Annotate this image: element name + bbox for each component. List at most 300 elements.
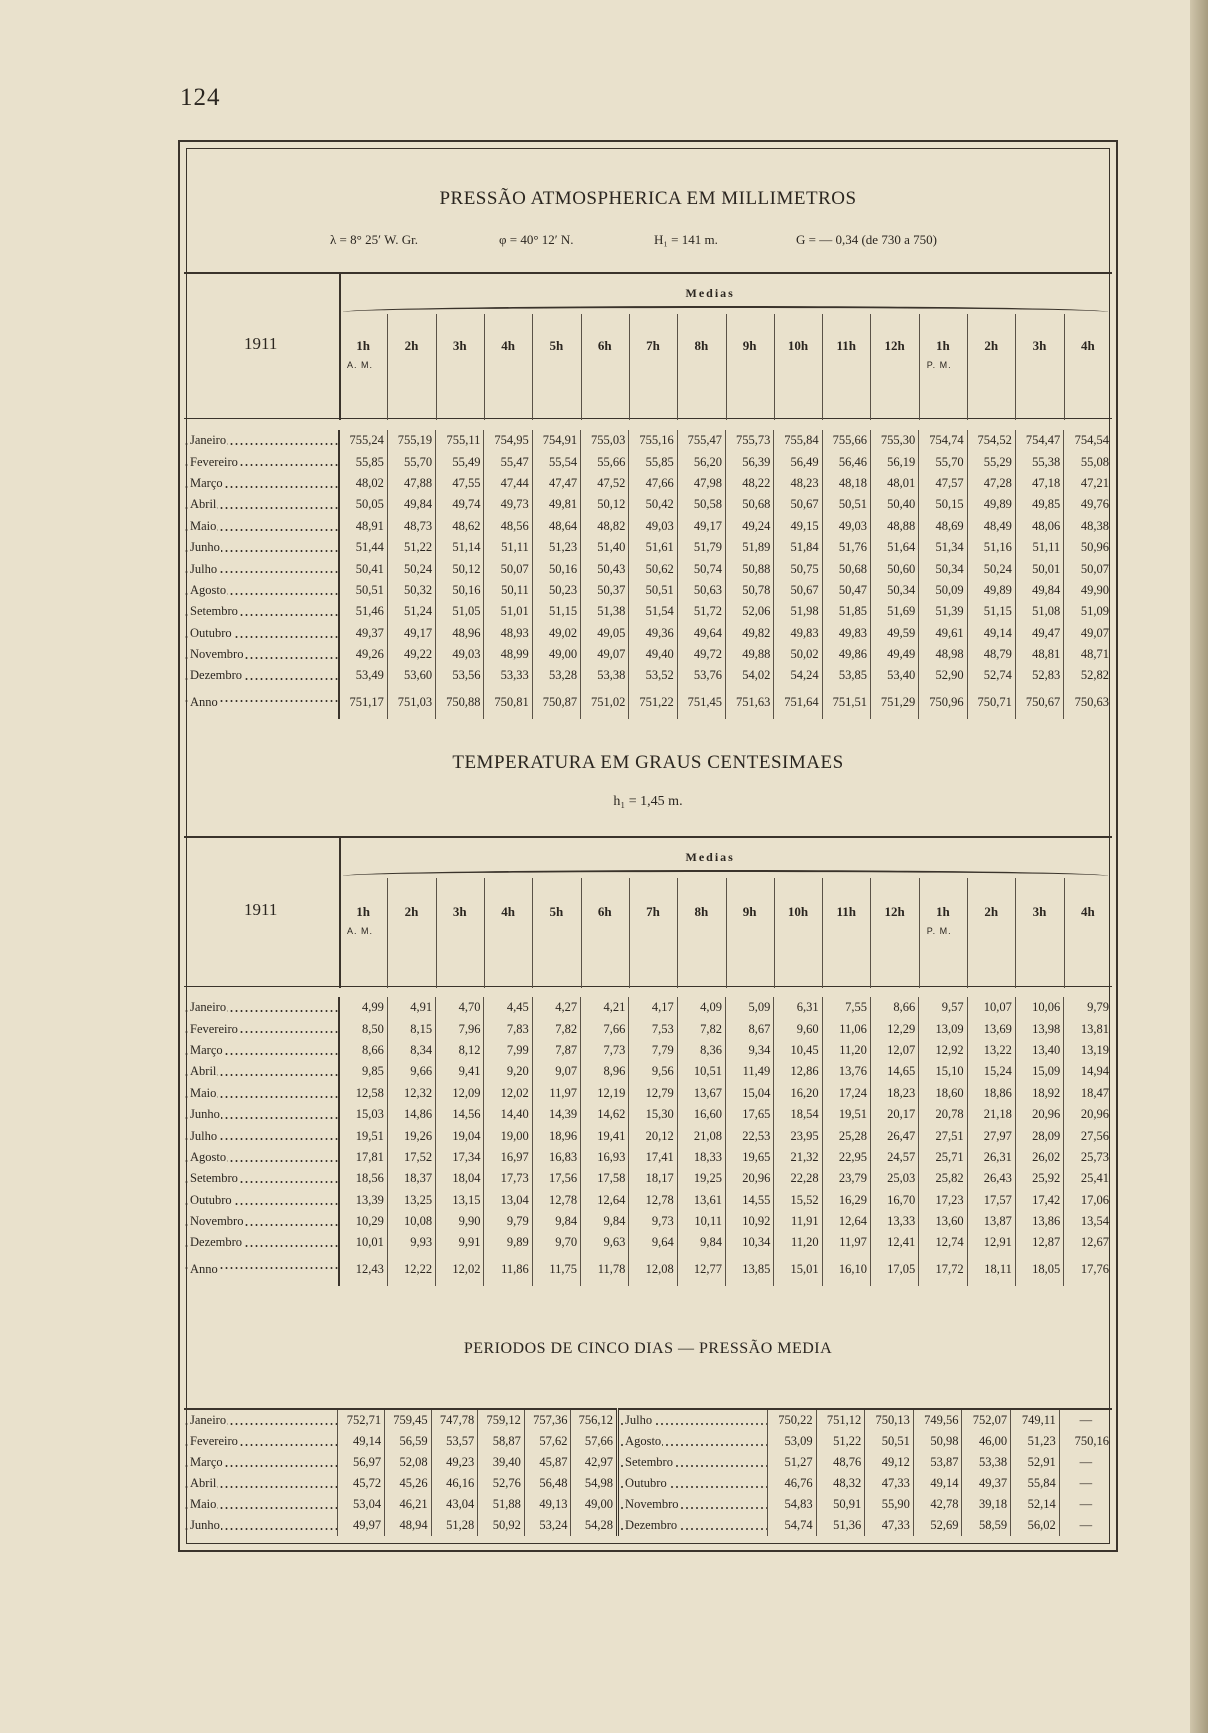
value-cell: 55,29 <box>967 451 1015 472</box>
hour-header: 11h <box>836 338 857 353</box>
hour-header: 8h <box>694 904 709 919</box>
value-cell: 751,64 <box>774 687 822 719</box>
value-cell: 13,04 <box>484 1190 532 1211</box>
value-cell: 751,51 <box>822 687 870 719</box>
period-month-label <box>184 1409 338 1431</box>
value-cell: 9,60 <box>774 1018 822 1039</box>
value-cell: 49,85 <box>1015 494 1063 515</box>
hour-divider <box>726 314 727 420</box>
hour-divider <box>677 314 678 420</box>
value-cell: 750,88 <box>436 687 484 719</box>
row-label-text: Junho <box>190 1107 220 1122</box>
value-cell: 50,96 <box>1064 537 1112 558</box>
value-cell: 21,18 <box>967 1104 1015 1125</box>
value-cell: 49,84 <box>387 494 435 515</box>
value-cell: 17,42 <box>1015 1190 1063 1211</box>
hour-divider <box>629 314 630 420</box>
value-cell: 4,45 <box>484 997 532 1018</box>
period-month-label <box>184 1452 338 1473</box>
value-cell: 48,99 <box>484 644 532 665</box>
table-row <box>184 623 1112 644</box>
period-value: 750,13 <box>865 1409 914 1431</box>
value-cell: 50,58 <box>677 494 725 515</box>
value-cell: 52,83 <box>1015 665 1063 686</box>
table-row <box>184 1061 1112 1082</box>
period-row <box>184 1452 1112 1473</box>
hour-header: 10h <box>787 904 809 919</box>
value-cell: 14,55 <box>726 1190 774 1211</box>
period-value: 56,48 <box>524 1473 571 1494</box>
value-cell: 9,34 <box>726 1040 774 1061</box>
period-value: 50,98 <box>913 1431 962 1452</box>
row-label <box>184 558 339 579</box>
value-cell: 20,17 <box>870 1104 918 1125</box>
period-value: 47,33 <box>865 1515 914 1536</box>
value-cell: 25,41 <box>1064 1168 1112 1189</box>
period-value: 750,16 <box>1059 1431 1112 1452</box>
table-row <box>184 1232 1112 1253</box>
row-label-text: Outubro <box>190 1192 232 1207</box>
value-cell: 51,39 <box>919 601 967 622</box>
period-value: 53,24 <box>524 1515 571 1536</box>
value-cell: 50,32 <box>387 580 435 601</box>
value-cell: 49,00 <box>532 644 580 665</box>
value-cell: 19,41 <box>581 1125 629 1146</box>
periods-title: PERIODOS DE CINCO DIAS — PRESSÃO MEDIA <box>463 1340 833 1357</box>
value-cell: 15,52 <box>774 1190 822 1211</box>
period-value: 747,78 <box>431 1409 478 1431</box>
value-cell: 18,60 <box>919 1083 967 1104</box>
hour-divider <box>870 314 871 420</box>
hour-divider <box>1015 878 1016 988</box>
value-cell: 18,86 <box>967 1083 1015 1104</box>
period-value: 50,92 <box>478 1515 525 1536</box>
value-cell: 7,82 <box>532 1018 580 1039</box>
value-cell: 47,88 <box>387 473 435 494</box>
value-cell: 50,02 <box>774 644 822 665</box>
value-cell: 51,16 <box>967 537 1015 558</box>
value-cell: 49,59 <box>870 623 918 644</box>
hour-divider <box>436 878 437 988</box>
value-cell: 51,22 <box>387 537 435 558</box>
period-value: 52,14 <box>1011 1494 1060 1515</box>
value-cell: 51,69 <box>870 601 918 622</box>
value-cell: 17,06 <box>1064 1190 1112 1211</box>
value-cell: 22,28 <box>774 1168 822 1189</box>
value-cell: 53,52 <box>629 665 677 686</box>
period-value: 49,12 <box>865 1452 914 1473</box>
value-cell: 49,90 <box>1064 580 1112 601</box>
value-cell: 56,39 <box>726 451 774 472</box>
table-row <box>184 494 1112 515</box>
value-cell: 6,31 <box>774 997 822 1018</box>
value-cell: 50,40 <box>870 494 918 515</box>
value-cell: 48,49 <box>967 516 1015 537</box>
table-row <box>184 451 1112 472</box>
hour-divider <box>436 314 437 420</box>
period-row <box>184 1473 1112 1494</box>
value-cell: 48,93 <box>484 623 532 644</box>
value-cell: 750,87 <box>532 687 580 719</box>
period-month-label <box>184 1515 338 1536</box>
period-value: 756,12 <box>571 1409 618 1431</box>
medias-label: Medias <box>685 850 735 864</box>
row-label-text: Dezembro <box>190 1235 243 1250</box>
value-cell: 11,97 <box>822 1232 870 1253</box>
value-cell: 17,05 <box>870 1254 918 1286</box>
value-cell: 51,64 <box>870 537 918 558</box>
period-month-label <box>184 1431 338 1452</box>
value-cell: 15,03 <box>339 1104 387 1125</box>
value-cell: 14,86 <box>387 1104 435 1125</box>
altitude-param: H₁ = 141 m. <box>654 232 718 247</box>
value-cell: 8,36 <box>677 1040 725 1061</box>
row-label <box>184 1125 339 1146</box>
value-cell: 8,12 <box>436 1040 484 1061</box>
value-cell: 751,02 <box>581 687 629 719</box>
period-value: 51,36 <box>816 1515 865 1536</box>
value-cell: 49,76 <box>1064 494 1112 515</box>
value-cell: 56,49 <box>774 451 822 472</box>
value-cell: 50,62 <box>629 558 677 579</box>
hour-divider <box>532 878 533 988</box>
value-cell: 17,52 <box>387 1147 435 1168</box>
value-cell: 12,07 <box>870 1040 918 1061</box>
value-cell: 52,90 <box>919 665 967 686</box>
value-cell: 12,43 <box>339 1254 387 1286</box>
value-cell: 50,43 <box>581 558 629 579</box>
value-cell: 51,85 <box>822 601 870 622</box>
value-cell: 47,18 <box>1015 473 1063 494</box>
period-value: 48,32 <box>816 1473 865 1494</box>
period-value: 46,76 <box>767 1473 816 1494</box>
value-cell: 15,09 <box>1015 1061 1063 1082</box>
table-row <box>184 516 1112 537</box>
value-cell: 55,85 <box>629 451 677 472</box>
longitude-param: λ = 8° 25′ W. Gr. <box>330 232 419 247</box>
period-row <box>184 1431 1112 1452</box>
row-label-text: Janeiro <box>190 433 227 448</box>
pressure-title: PRESSÃO ATMOSPHERICA EM MILLIMETROS <box>439 188 857 209</box>
value-cell: 51,15 <box>532 601 580 622</box>
period-month-text: Setembro <box>625 1455 673 1469</box>
value-cell: 51,46 <box>339 601 387 622</box>
row-label-text: Setembro <box>190 1171 238 1186</box>
row-label <box>184 1040 339 1061</box>
value-cell: 14,94 <box>1064 1061 1112 1082</box>
period-month-label <box>618 1515 768 1536</box>
period-month-label <box>618 1494 768 1515</box>
value-cell: 12,08 <box>629 1254 677 1286</box>
value-cell: 50,78 <box>726 580 774 601</box>
period-value: 51,22 <box>816 1431 865 1452</box>
period-month-text: Maio <box>190 1497 217 1511</box>
row-label <box>184 1190 339 1211</box>
value-cell: 47,66 <box>629 473 677 494</box>
row-label-text: Maio <box>190 518 217 533</box>
value-cell: 8,66 <box>870 997 918 1018</box>
value-cell: 55,08 <box>1064 451 1112 472</box>
hour-divider <box>726 878 727 988</box>
value-cell: 51,84 <box>774 537 822 558</box>
annual-row <box>184 687 1112 719</box>
value-cell: 17,57 <box>967 1190 1015 1211</box>
value-cell: 51,79 <box>677 537 725 558</box>
value-cell: 13,81 <box>1064 1018 1112 1039</box>
period-value: 50,91 <box>816 1494 865 1515</box>
row-label-text: Novembro <box>190 1214 244 1229</box>
value-cell: 52,06 <box>726 601 774 622</box>
value-cell: 51,44 <box>339 537 387 558</box>
period-value: 52,69 <box>913 1515 962 1536</box>
value-cell: 51,34 <box>919 537 967 558</box>
value-cell: 51,40 <box>581 537 629 558</box>
period-month-label <box>184 1473 338 1494</box>
value-cell: 15,10 <box>919 1061 967 1082</box>
row-label <box>184 494 339 515</box>
value-cell: 7,53 <box>629 1018 677 1039</box>
value-cell: 755,24 <box>339 430 387 451</box>
value-cell: 15,30 <box>629 1104 677 1125</box>
value-cell: 12,77 <box>677 1254 725 1286</box>
value-cell: 47,52 <box>581 473 629 494</box>
value-cell: 13,33 <box>870 1211 918 1232</box>
hour-header: 2h <box>984 904 999 919</box>
row-label <box>184 451 339 472</box>
value-cell: 12,02 <box>484 1083 532 1104</box>
temperature-header <box>184 836 1112 988</box>
period-value: 52,08 <box>385 1452 432 1473</box>
value-cell: 50,47 <box>822 580 870 601</box>
period-month-text: Abril <box>190 1476 217 1490</box>
value-cell: 20,96 <box>1015 1104 1063 1125</box>
value-cell: 18,92 <box>1015 1083 1063 1104</box>
table-row <box>184 1104 1112 1125</box>
hour-divider <box>870 878 871 988</box>
hour-header: 10h <box>787 338 809 353</box>
value-cell: 18,17 <box>629 1168 677 1189</box>
temperature-table <box>184 997 1112 1286</box>
period-row <box>184 1409 1112 1431</box>
value-cell: 49,15 <box>774 516 822 537</box>
value-cell: 10,06 <box>1015 997 1063 1018</box>
value-cell: 16,97 <box>484 1147 532 1168</box>
value-cell: 20,96 <box>1064 1104 1112 1125</box>
page-number: 124 <box>180 84 221 111</box>
hour-divider <box>919 878 920 988</box>
period-value: 51,88 <box>478 1494 525 1515</box>
value-cell: 12,79 <box>629 1083 677 1104</box>
period-value: 43,04 <box>431 1494 478 1515</box>
value-cell: 11,86 <box>484 1254 532 1286</box>
hour-divider <box>1064 878 1065 988</box>
value-cell: 55,54 <box>532 451 580 472</box>
row-label <box>184 665 339 686</box>
value-cell: 53,49 <box>339 665 387 686</box>
hour-divider <box>387 878 388 988</box>
value-cell: 9,20 <box>484 1061 532 1082</box>
value-cell: 751,22 <box>629 687 677 719</box>
value-cell: 9,73 <box>629 1211 677 1232</box>
period-value: 48,94 <box>385 1515 432 1536</box>
value-cell: 50,51 <box>629 580 677 601</box>
value-cell: 53,76 <box>677 665 725 686</box>
value-cell: 51,08 <box>1015 601 1063 622</box>
period-value: 53,38 <box>962 1452 1011 1473</box>
row-label-text: Setembro <box>190 604 238 619</box>
value-cell: 55,70 <box>919 451 967 472</box>
value-cell: 53,28 <box>532 665 580 686</box>
row-label <box>184 644 339 665</box>
value-cell: 10,11 <box>677 1211 725 1232</box>
hour-header: 3h <box>1032 338 1047 353</box>
value-cell: 13,39 <box>339 1190 387 1211</box>
value-cell: 14,56 <box>436 1104 484 1125</box>
value-cell: 18,96 <box>532 1125 580 1146</box>
value-cell: 19,25 <box>677 1168 725 1189</box>
value-cell: 25,03 <box>870 1168 918 1189</box>
value-cell: 12,32 <box>387 1083 435 1104</box>
hour-divider <box>581 314 582 420</box>
value-cell: 12,86 <box>774 1061 822 1082</box>
table-row <box>184 1147 1112 1168</box>
value-cell: 49,22 <box>387 644 435 665</box>
period-value: 53,09 <box>767 1431 816 1452</box>
hour-header: 6h <box>597 338 612 353</box>
row-label <box>184 580 339 601</box>
value-cell: 13,22 <box>967 1040 1015 1061</box>
value-cell: 21,08 <box>677 1125 725 1146</box>
value-cell: 50,60 <box>870 558 918 579</box>
value-cell: 13,40 <box>1015 1040 1063 1061</box>
hour-divider <box>822 878 823 988</box>
value-cell: 48,82 <box>581 516 629 537</box>
value-cell: 50,01 <box>1015 558 1063 579</box>
period-value: 49,37 <box>962 1473 1011 1494</box>
value-cell: 11,97 <box>532 1083 580 1104</box>
value-cell: 9,79 <box>1064 997 1112 1018</box>
value-cell: 7,73 <box>581 1040 629 1061</box>
value-cell: 49,88 <box>726 644 774 665</box>
value-cell: 13,15 <box>436 1190 484 1211</box>
value-cell: 50,37 <box>581 580 629 601</box>
value-cell: 49,49 <box>870 644 918 665</box>
period-value: 45,26 <box>385 1473 432 1494</box>
value-cell: 750,71 <box>967 687 1015 719</box>
value-cell: 11,49 <box>726 1061 774 1082</box>
value-cell: 17,73 <box>484 1168 532 1189</box>
value-cell: 13,67 <box>677 1083 725 1104</box>
value-cell: 53,60 <box>387 665 435 686</box>
hour-divider <box>581 878 582 988</box>
am-label: A. M. <box>347 926 374 936</box>
value-cell: 48,73 <box>387 516 435 537</box>
value-cell: 8,66 <box>339 1040 387 1061</box>
table-row <box>184 558 1112 579</box>
row-label <box>184 1083 339 1104</box>
period-value: 49,97 <box>338 1515 385 1536</box>
value-cell: 26,31 <box>967 1147 1015 1168</box>
hour-header: 8h <box>694 338 709 353</box>
row-label-text: Agosto <box>190 582 227 597</box>
period-value: 58,87 <box>478 1431 525 1452</box>
table-row <box>184 1168 1112 1189</box>
gravity-param: G = — 0,34 (de 730 a 750) <box>796 232 937 247</box>
table-row <box>184 580 1112 601</box>
value-cell: 12,87 <box>1015 1232 1063 1253</box>
value-cell: 9,63 <box>581 1232 629 1253</box>
value-cell: 14,40 <box>484 1104 532 1125</box>
value-cell: 12,78 <box>629 1190 677 1211</box>
table-row <box>184 1190 1112 1211</box>
value-cell: 24,57 <box>870 1147 918 1168</box>
hour-divider <box>774 878 775 988</box>
value-cell: 47,28 <box>967 473 1015 494</box>
value-cell: 50,15 <box>919 494 967 515</box>
value-cell: 20,78 <box>919 1104 967 1125</box>
table-row <box>184 644 1112 665</box>
value-cell: 49,84 <box>1015 580 1063 601</box>
value-cell: 9,84 <box>532 1211 580 1232</box>
value-cell: 27,97 <box>967 1125 1015 1146</box>
value-cell: 51,11 <box>484 537 532 558</box>
value-cell: 50,16 <box>532 558 580 579</box>
hour-divider <box>1064 314 1065 420</box>
value-cell: 9,66 <box>387 1061 435 1082</box>
row-label <box>184 687 339 719</box>
period-month-text: Junho <box>190 1518 220 1532</box>
value-cell: 50,74 <box>677 558 725 579</box>
value-cell: 9,07 <box>532 1061 580 1082</box>
row-label <box>184 516 339 537</box>
value-cell: 9,90 <box>436 1211 484 1232</box>
value-cell: 19,51 <box>822 1104 870 1125</box>
value-cell: 8,96 <box>581 1061 629 1082</box>
value-cell: 16,29 <box>822 1190 870 1211</box>
hour-header: 11h <box>836 904 857 919</box>
period-value: 57,66 <box>571 1431 618 1452</box>
table-row <box>184 601 1112 622</box>
value-cell: 48,69 <box>919 516 967 537</box>
pressure-header <box>184 272 1112 420</box>
row-label <box>184 1254 339 1286</box>
value-cell: 51,01 <box>484 601 532 622</box>
table-row <box>184 1211 1112 1232</box>
row-label-text: Maio <box>190 1085 217 1100</box>
value-cell: 16,93 <box>581 1147 629 1168</box>
period-value: 759,45 <box>385 1409 432 1431</box>
value-cell: 13,19 <box>1064 1040 1112 1061</box>
period-value: 49,14 <box>338 1431 385 1452</box>
period-month-label <box>618 1452 768 1473</box>
row-label-text: Outubro <box>190 625 232 640</box>
value-cell: 56,20 <box>677 451 725 472</box>
value-cell: 48,98 <box>919 644 967 665</box>
period-value: 47,33 <box>865 1473 914 1494</box>
row-label <box>184 473 339 494</box>
row-label <box>184 1168 339 1189</box>
row-label <box>184 1211 339 1232</box>
period-value: 51,28 <box>431 1515 478 1536</box>
value-cell: 755,30 <box>870 430 918 451</box>
period-month-text: Julho <box>625 1413 653 1427</box>
value-cell: 50,51 <box>822 494 870 515</box>
value-cell: 15,01 <box>774 1254 822 1286</box>
value-cell: 50,68 <box>822 558 870 579</box>
value-cell: 28,09 <box>1015 1125 1063 1146</box>
hour-header: 1h <box>356 904 371 919</box>
hour-header: 1h <box>936 338 950 353</box>
